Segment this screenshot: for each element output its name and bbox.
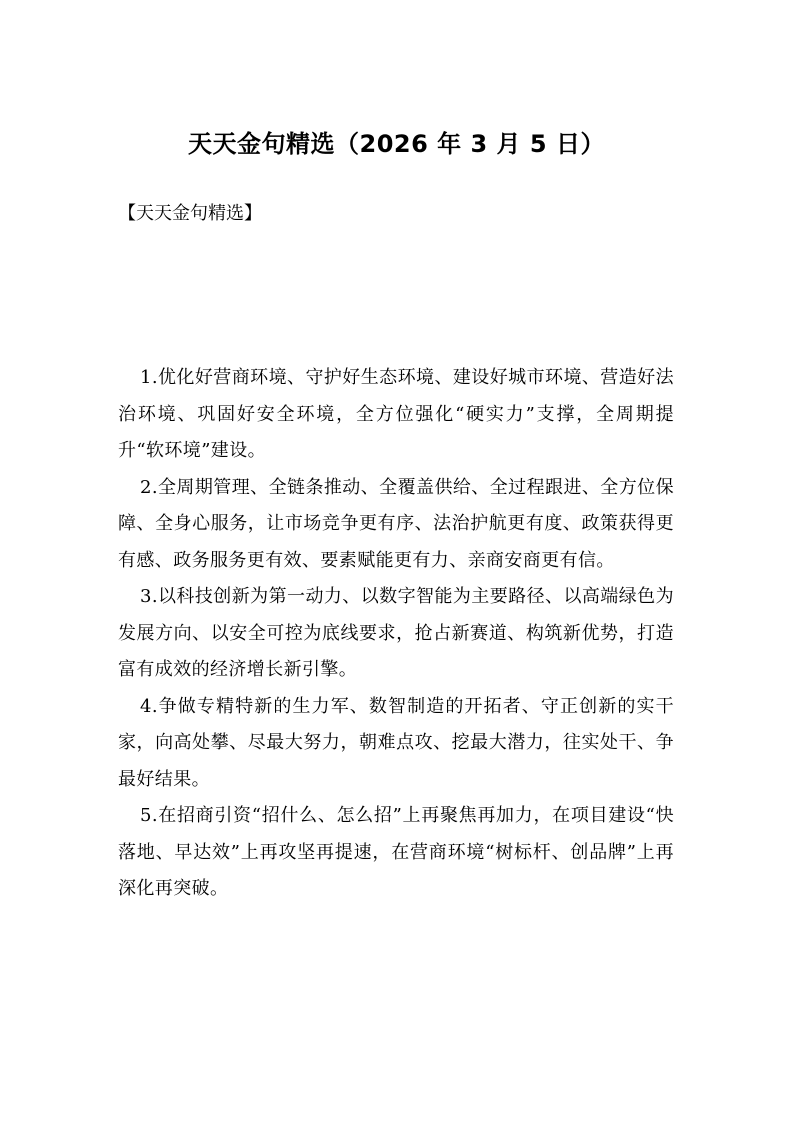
quote-paragraph-3: 3.以科技创新为第一动力、以数字智能为主要路径、以高端绿色为发展方向、以安全可控为底线要求，抢占新赛道、构筑新优势，打造富有成效的经济增长新引擎。 [118,586,674,680]
quote-paragraph-4: 4.争做专精特新的生力军、数智制造的开拓者、守正创新的实干家，向高处攀、尽最大努力，朝难点攻、挖最大潜力，往实处干、争最好结果。 [118,695,674,790]
document-title: 天天金句精选（2026 年 3 月 5 日） [188,130,605,158]
section-label: 【天天金句精选】 [118,203,262,224]
quote-paragraph-5: 5.在招商引资“招什么、怎么招”上再聚焦再加力，在项目建设“快落地、早达效”上再攻坚再提速，在营商环境“树标杆、创品牌”上再深化再突破。 [118,805,674,899]
quote-paragraph-2: 2.全周期管理、全链条推动、全覆盖供给、全过程跟进、全方位保障、全身心服务，让市场竞争更有序、法治护航更有度、政策获得更有感、政务服务更有效、要素赋能更有力、亲商安商更有信。 [118,476,674,571]
document-body [118,360,674,908]
quote-paragraph-1: 1.优化好营商环境、守护好生态环境、建设好城市环境、营造好法治环境、巩固好安全环境，全方位强化“硬实力”支撑，全周期提升“软环境”建设。 [118,367,674,461]
